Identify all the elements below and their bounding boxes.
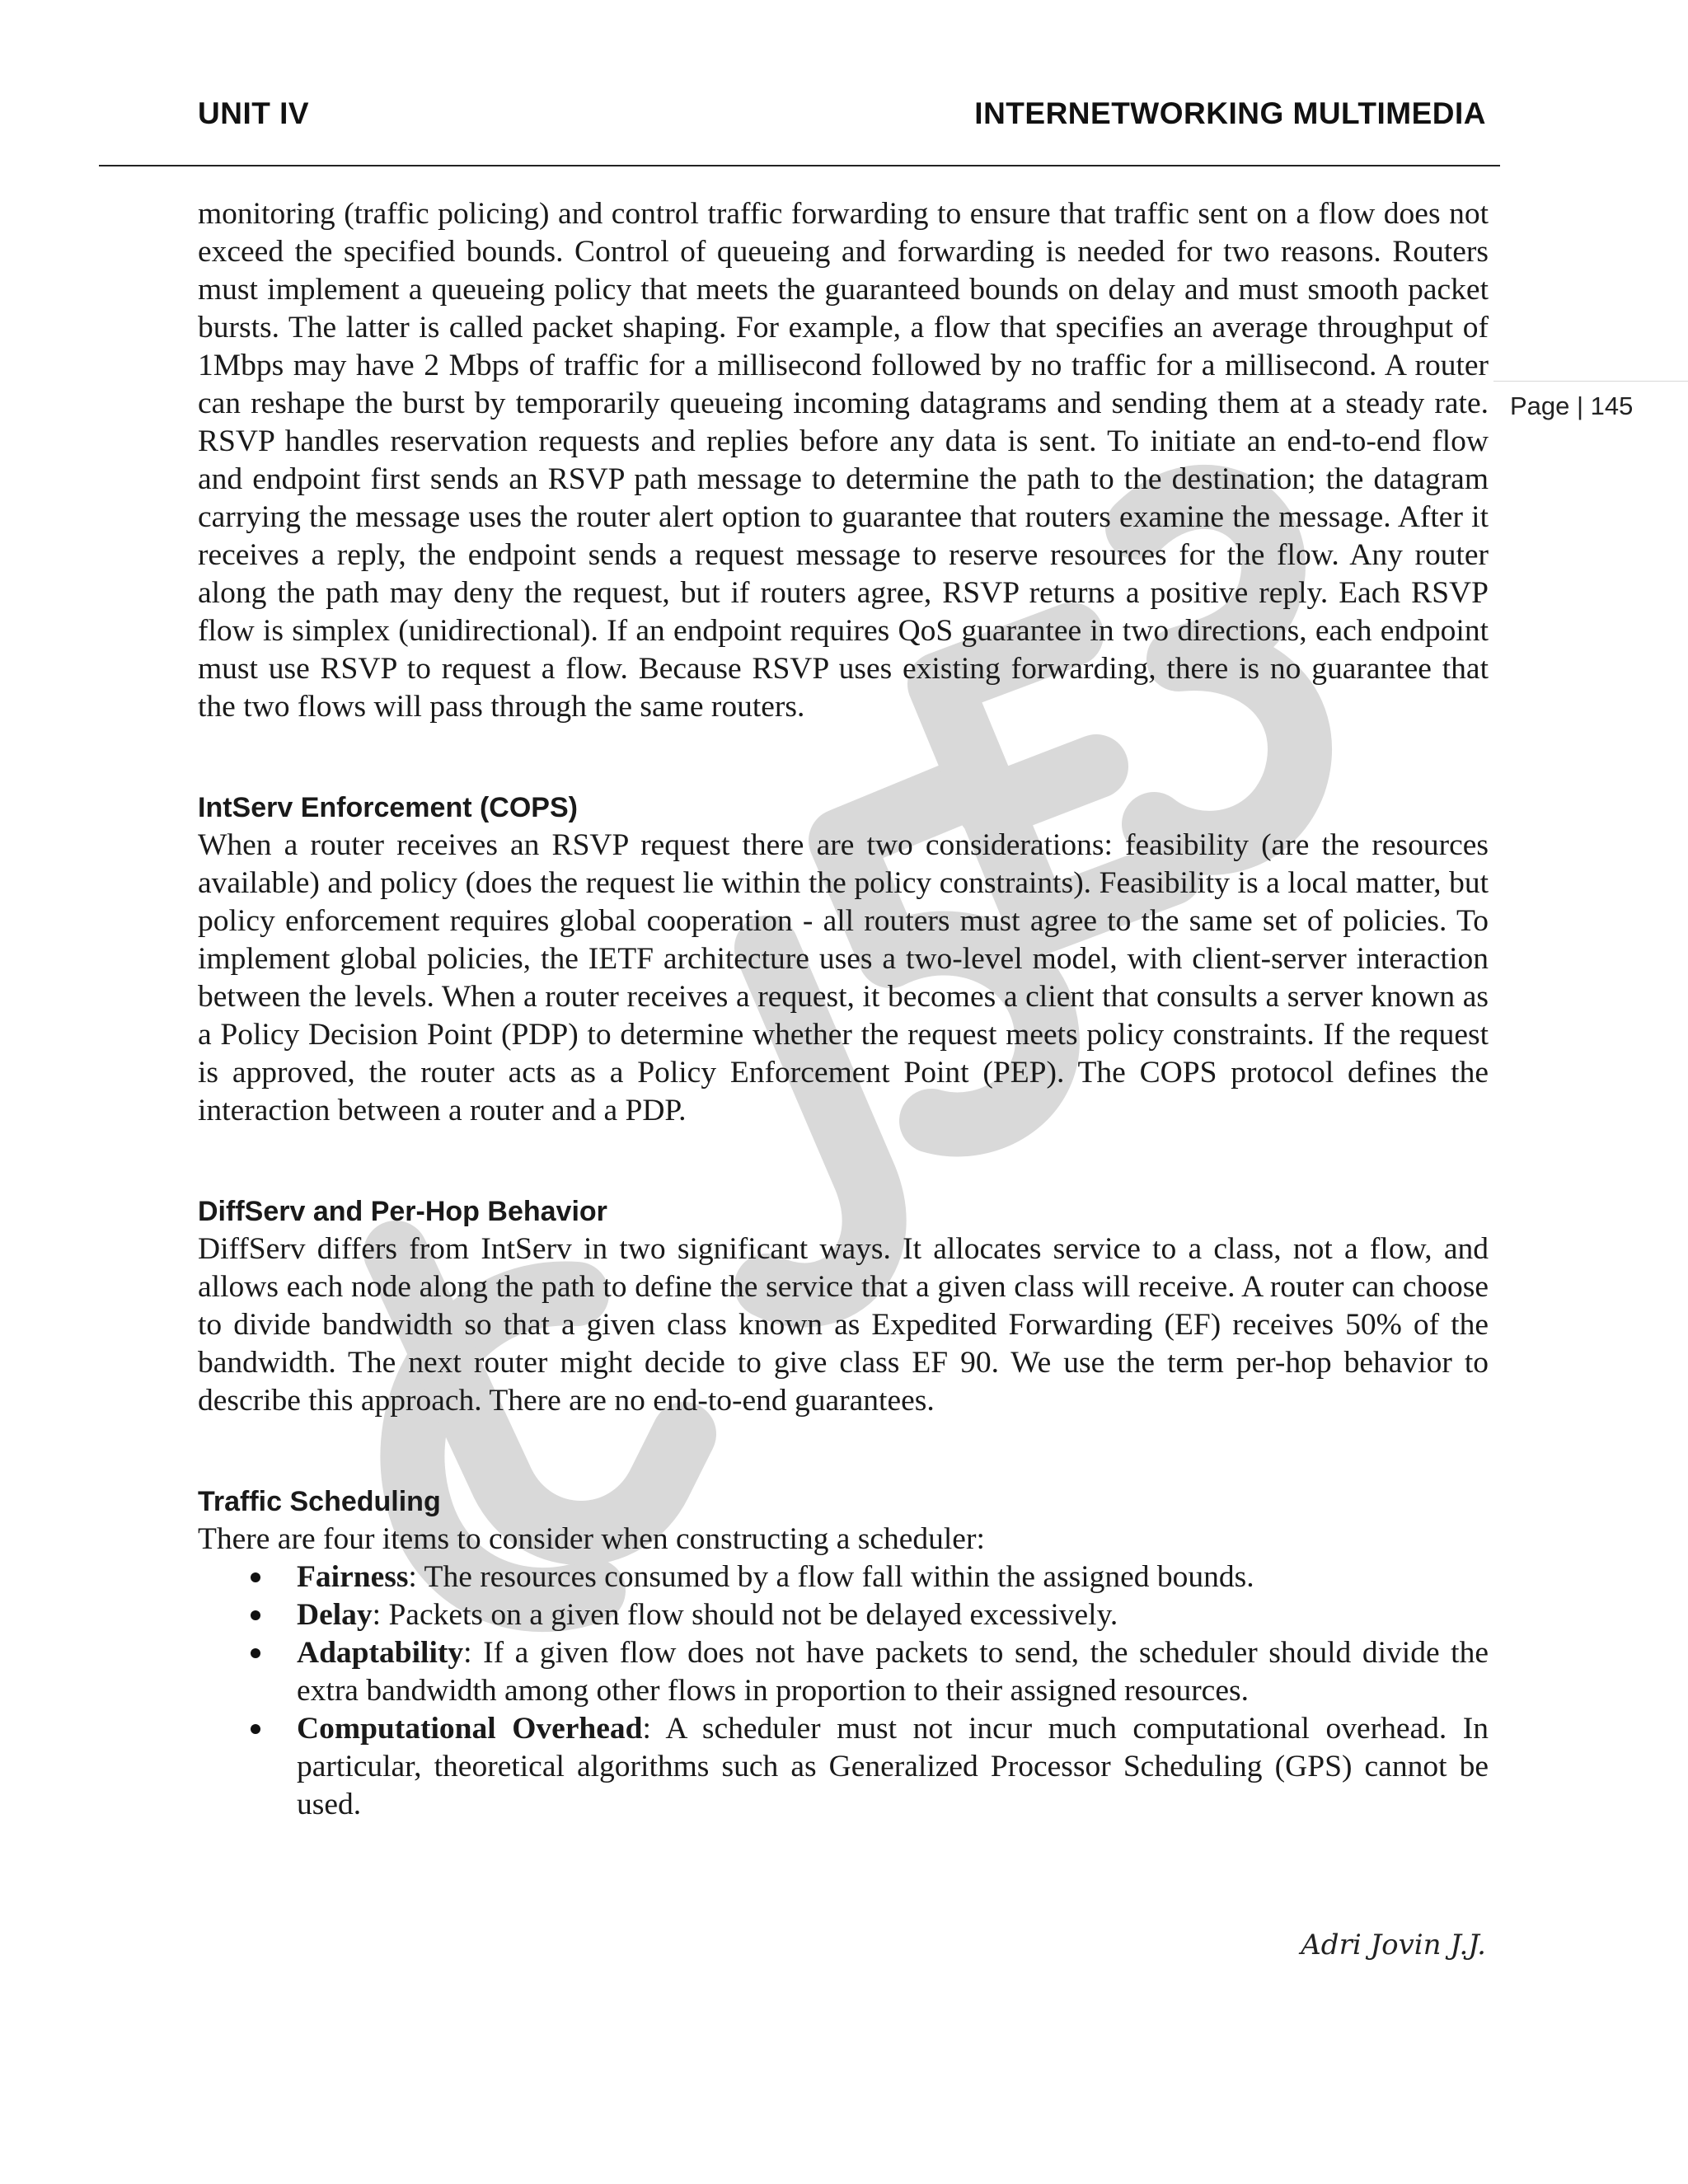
section-heading-intserv: IntServ Enforcement (COPS) — [198, 792, 578, 823]
author-signature: Adri Jovin J.J. — [1301, 1929, 1486, 1961]
list-item-term: Delay — [297, 1598, 373, 1632]
intserv-paragraph: When a router receives an RSVP request there are two considerations: feasibility (are the resources available) and policy (does the request lie within the policy constraints). Feasibility is a local matter, but policy enforcement requires global cooperation - all routers must agree to the same set of policies. To implement global policies, the IETF architecture uses a two-level model, with client-server interaction between the levels. When a router receives a request, it becomes a client that consults a server known as a Policy Decision Point (PDP) to determine whether the request meets policy constraints. If the request is approved, the router acts as a Policy Enforcement Point (PEP). The COPS protocol defines the interaction between a router and a PDP. — [198, 828, 1489, 1127]
header-unit: UNIT IV — [198, 96, 310, 130]
list-item-text: : Packets on a given flow should not be delayed excessively. — [372, 1598, 1118, 1632]
page-number-box — [1493, 381, 1688, 439]
section-heading-diffserv: DiffServ and Per-Hop Behavior — [198, 1196, 607, 1227]
list-item-term: Fairness — [297, 1560, 409, 1594]
scheduling-intro: There are four items to consider when constructing a scheduler: — [198, 1522, 985, 1556]
diffserv-paragraph: DiffServ differs from IntServ in two significant ways. It allocates service to a class, not a flow, and allows each node along the path to define the service that a given class will receive. A router can choose to divide bandwidth so that a given class known as Expedited Forwarding (EF) receives 50% of the bandwidth. The next router might decide to give class EF 90. We use the term per-hop behavior to describe this approach. There are no end-to-end guarantees. — [198, 1232, 1489, 1418]
list-item — [198, 1596, 1489, 1634]
scheduler-criteria-list — [198, 1558, 1489, 1824]
list-item-term: Adaptability — [297, 1636, 464, 1670]
bullet-icon — [251, 1648, 260, 1658]
intro-paragraph: monitoring (traffic policing) and control traffic forwarding to ensure that traffic sent on a flow does not exceed the specified bounds. Control of queueing and forwarding is needed for two reasons. Routers must implement a queueing policy that meets the guaranteed bounds on delay and must smooth packet bursts. The latter is called packet shaping. For example, a flow that specifies an average throughput of 1Mbps may have 2 Mbps of traffic for a millisecond followed by no traffic for a millisecond. A router can reshape the burst by temporarily queueing incoming datagrams and sending them at a steady rate. RSVP handles reservation requests and replies before any data is sent. To initiate an end-to-end flow and endpoint first sends an RSVP path message to determine the path to the destination; the datagram carrying the message uses the router alert option to guarantee that routers examine the message. After it receives a reply, the endpoint sends a request message to reserve resources for the flow. Any router along the path may deny the request, but if routers agree, RSVP returns a positive reply. Each RSVP flow is simplex (unidirectional). If an endpoint requires QoS guarantee in two directions, each endpoint must use RSVP to request a flow. Because RSVP uses existing forwarding, there is no guarantee that the two flows will pass through the same routers. — [198, 197, 1489, 724]
page-content — [198, 195, 1489, 1824]
section-heading-scheduling: Traffic Scheduling — [198, 1486, 441, 1517]
list-item — [198, 1558, 1489, 1596]
list-item-text: : A scheduler must not incur much computational overhead. In particular, theoretical algorithms such as Generalized Processor Scheduling (GPS) cannot be used. — [297, 1712, 1489, 1821]
list-item — [198, 1710, 1489, 1824]
page-number: Page | 145 — [1510, 391, 1634, 420]
list-item-term: Computational Overhead — [297, 1712, 643, 1746]
list-item-text: : If a given flow does not have packets to send, the scheduler should divide the extra bandwidth among other flows in proportion to their assigned resources. — [297, 1636, 1489, 1708]
bullet-icon — [251, 1572, 260, 1582]
bullet-icon — [251, 1610, 260, 1620]
list-item-text: : The resources consumed by a flow fall within the assigned bounds. — [408, 1560, 1254, 1594]
header-divider — [99, 165, 1500, 166]
list-item — [198, 1634, 1489, 1710]
header-title: INTERNETWORKING MULTIMEDIA — [974, 96, 1486, 130]
bullet-icon — [251, 1724, 260, 1734]
